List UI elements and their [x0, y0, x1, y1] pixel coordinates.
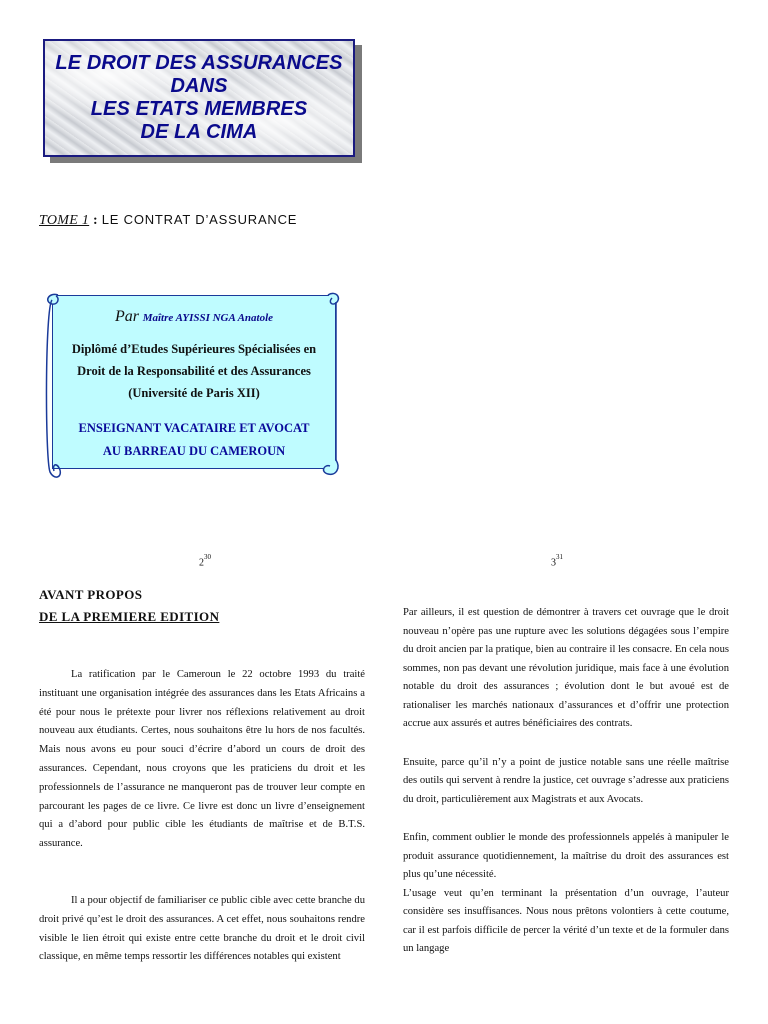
page-number-left — [199, 555, 211, 568]
right-paragraph-2: Ensuite, parce qu’il n’y a point de justice notable sans une réelle maîtrise des outils qui servent à rendre la justice, cet ouvrage s’adresse aux praticiens du droit, particulièrement aux Magistrats et aux Avocats. — [403, 756, 729, 805]
title-box — [43, 39, 355, 157]
tome-label: TOME 1 — [39, 213, 90, 228]
position-line-2: AU BARREAU DU CAMEROUN — [102, 444, 286, 458]
title-line-3: LES ETATS MEMBRES — [90, 98, 308, 120]
right-column — [403, 604, 729, 959]
title-line-2: DANS — [170, 75, 228, 97]
tome-separator: : — [89, 213, 102, 228]
scroll-content — [58, 306, 330, 463]
author-line — [58, 308, 330, 326]
degree-line-1: Diplômé d’Etudes Supérieures Spécialisées en — [71, 342, 317, 356]
left-column — [39, 584, 365, 967]
title-line-1: LE DROIT DES ASSURANCES — [55, 52, 343, 74]
section-heading-line-1: AVANT PROPOS — [39, 587, 143, 602]
page-number-right-sup: 31 — [556, 553, 563, 561]
section-heading-line-2-text: DE LA PREMIERE EDITION — [39, 609, 220, 624]
title-line-4: DE LA CIMA — [140, 121, 258, 143]
author-scroll — [44, 288, 342, 478]
page-number-right-main: 3 — [551, 557, 556, 569]
section-heading-line-2 — [39, 606, 365, 628]
page-number-left-sup: 30 — [204, 553, 211, 561]
right-paragraph-3: Enfin, comment oublier le monde des professionnels appelés à manipuler le produit assurance quotidiennement, la maîtrise du droit des assurances est plus qu’une nécessité. — [403, 832, 729, 880]
page-number-left-main: 2 — [199, 557, 204, 569]
degree-line-3: (Université de Paris XII) — [128, 386, 260, 400]
degree-line-2: Droit de la Responsabilité et des Assurances — [77, 364, 311, 378]
par-word: Par — [114, 308, 139, 325]
author-name: Maître AYISSI NGA Anatole — [142, 312, 274, 324]
right-paragraph-4: L’usage veut qu’en terminant la présentation d’un ouvrage, l’auteur considère ses insuffisances. Nous nous prêtons volontiers à cette coutume, car il est parfois difficile de percer la vérité d’un texte et de la formuler dans un langage — [403, 887, 729, 954]
page-number-right — [551, 555, 563, 568]
tome-line — [39, 212, 297, 229]
position-line-1: ENSEIGNANT VACATAIRE ET AVOCAT — [78, 421, 310, 435]
right-paragraph-1: Par ailleurs, il est question de démontrer à travers cet ouvrage que le droit nouveau n’opère pas une rupture avec les solutions dégagées sous l’empire du droit ancien par la pratique, bien au contraire il les consacre. En cela nous sommes, non pas devant une révolution juridique, mais face à une évolution notable du droit des assurances ; évolution dont le but avoué est de rationaliser les marchés nationaux d’assurances et d’offrir une protection accrue aux assurés et autres bénéficiaires des contrats. — [403, 607, 729, 729]
tome-title: LE CONTRAT D’ASSURANCE — [101, 212, 298, 227]
left-paragraph-2: Il a pour objectif de familiariser ce public cible avec cette branche du droit privé qu’est le droit des assurances. A cet effet, nous souhaitons rendre visible le lien étroit qui existe entre cette branche du droit et le droit civil classique, en même temps ressortir les différences notables qui existent — [39, 894, 365, 963]
left-paragraph-1: La ratification par le Cameroun le 22 octobre 1993 du traité instituant une organisation intégrée des assurances dans les Etats Africains a été pour nous le prétexte pour livrer nos réflexions relativement au droit nouveau aux étudiants. Certes, nous souhaitons être lu hors de nos facultés. Mais nous avons eu pour souci d’écrire d’abord un cours de droit des assurances. Cependant, nous croyons que les praticiens du droit et les professionnels de l’assurance ne manqueront pas de trouver leur compte en parcourant les pages de ce livre. Ce livre est donc un livre d’enseignement qui a d’abord pour public cible les étudiants de maîtrise et de B.T.S. assurance. — [39, 669, 365, 850]
